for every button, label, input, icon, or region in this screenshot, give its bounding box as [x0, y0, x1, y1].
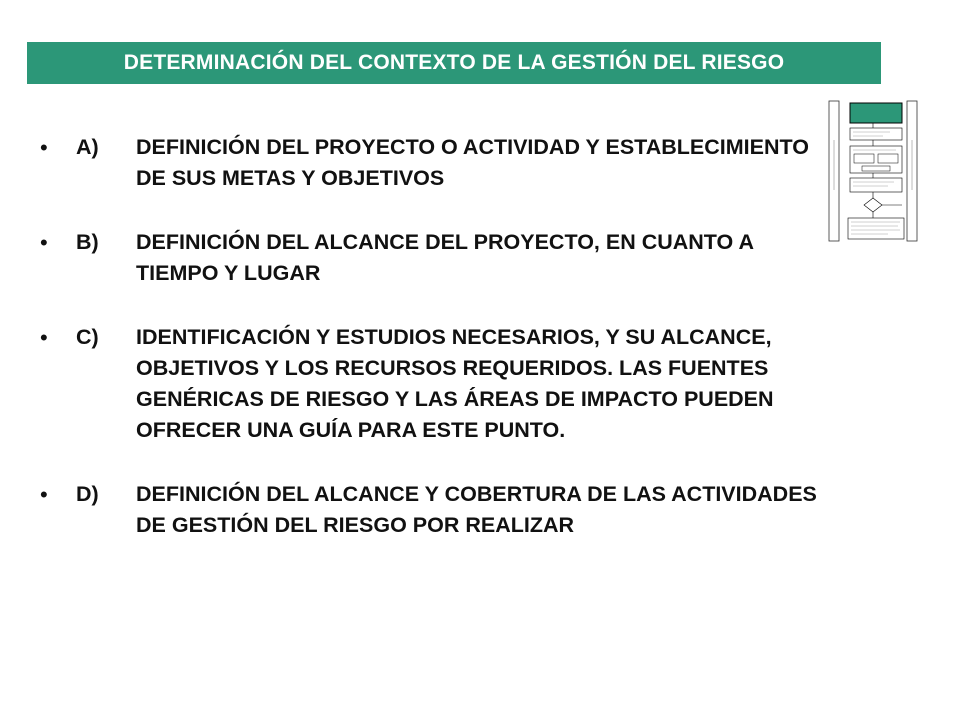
bullet-dot: •	[40, 482, 48, 507]
item-text: DEFINICIÓN DEL PROYECTO O ACTIVIDAD Y ESTABLECIMIENTO DE SUS METAS Y OBJETIVOS	[136, 135, 809, 190]
page-title: DETERMINACIÓN DEL CONTEXTO DE LA GESTIÓN DEL RIESGO	[123, 51, 785, 74]
bullet-dot: •	[40, 135, 48, 160]
bullet-list	[40, 132, 820, 541]
list-item	[40, 132, 820, 194]
title-banner	[27, 42, 881, 84]
item-letter: D)	[76, 482, 99, 506]
item-letter: A)	[76, 135, 99, 159]
bullet-dot: •	[40, 325, 48, 350]
item-text: DEFINICIÓN DEL ALCANCE Y COBERTURA DE LAS ACTIVIDADES DE GESTIÓN DEL RIESGO POR REALIZAR	[136, 482, 817, 537]
item-letter: C)	[76, 325, 99, 349]
item-text: DEFINICIÓN DEL ALCANCE DEL PROYECTO, EN CUANTO A TIEMPO Y LUGAR	[136, 230, 754, 285]
list-item	[40, 322, 820, 446]
item-letter: B)	[76, 230, 99, 254]
risk-management-flowchart-icon	[828, 100, 918, 242]
item-text: IDENTIFICACIÓN Y ESTUDIOS NECESARIOS, Y SU ALCANCE, OBJETIVOS Y LOS RECURSOS REQUERIDOS. LAS FUENTES GENÉRICAS DE RIESGO Y LAS ÁREAS DE IMPACTO PUEDEN OFRECER UNA GUÍA PARA ESTE PUNTO.	[136, 325, 774, 442]
bullet-dot: •	[40, 230, 48, 255]
list-item	[40, 227, 820, 289]
list-item	[40, 479, 820, 541]
